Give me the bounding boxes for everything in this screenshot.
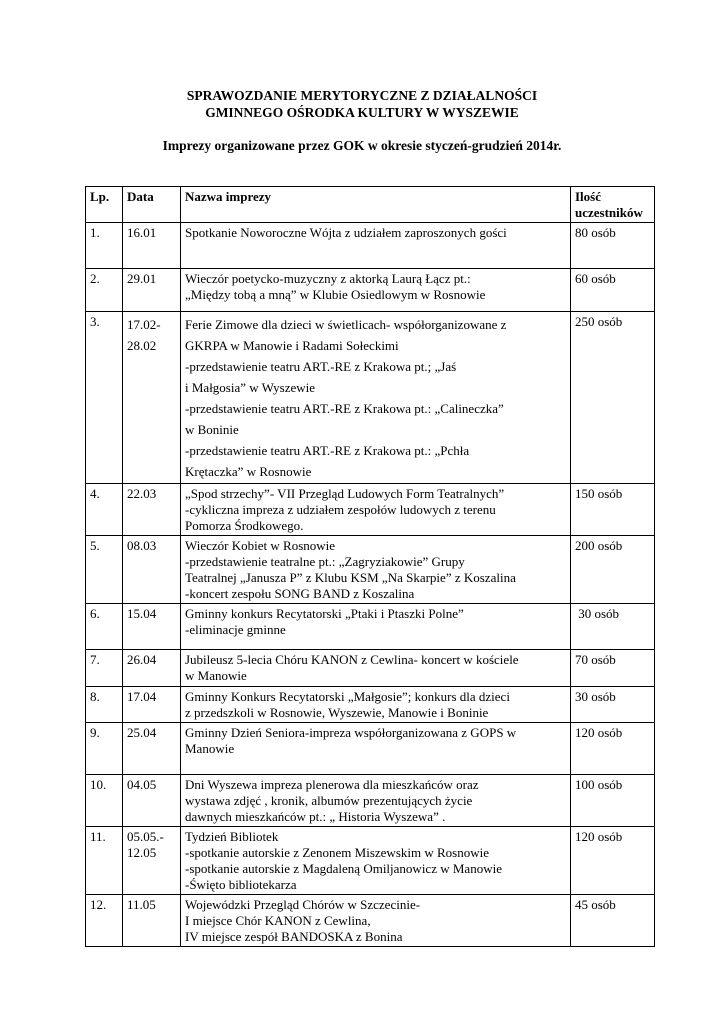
cell-event-line: Gminny konkurs Recytatorski „Ptaki i Ptaszki Polne” (185, 606, 464, 621)
cell-event-line: -cykliczna impreza z udziałem zespołów ludowych z terenu (185, 502, 496, 517)
cell-event-line: „Między tobą a mną” w Klubie Osiedlowym w Rosnowie (185, 287, 486, 302)
cell-event-name (181, 775, 571, 827)
cell-event-line: -przedstawienie teatru ART.-RE z Krakowa pt.: „Calineczka” (185, 401, 504, 416)
cell-date (123, 223, 181, 269)
table-row (86, 484, 655, 536)
header-participants-line-2: uczestników (575, 205, 643, 220)
cell-date-line: 25.04 (127, 725, 157, 740)
cell-lp: 2. (86, 269, 123, 312)
table-row (86, 312, 655, 484)
cell-participants: 100 osób (571, 775, 655, 827)
cell-participants: 200 osób (571, 536, 655, 604)
report-title-line-2: GMINNEGO OŚRODKA KULTURY W WYSZEWIE (205, 105, 519, 120)
table-row (86, 269, 655, 312)
cell-event-line: Gminny Konkurs Recytatorski „Małgosie”; konkurs dla dzieci (185, 689, 510, 704)
table-row (86, 775, 655, 827)
cell-participants: 120 osób (571, 827, 655, 895)
cell-event-line: -eliminacje gminne (185, 622, 286, 637)
cell-date (123, 312, 181, 484)
cell-lp: 4. (86, 484, 123, 536)
cell-event-name (181, 650, 571, 687)
cell-event-line: -przedstawienie teatru ART.-RE z Krakowa pt.: „Pchła (185, 443, 470, 458)
cell-participants: 120 osób (571, 723, 655, 775)
cell-participants: 80 osób (571, 223, 655, 269)
cell-lp: 1. (86, 223, 123, 269)
cell-event-line: I miejsce Chór KANON z Cewlina, (185, 913, 371, 928)
cell-event-line: -spotkanie autorskie z Magdaleną Omiljanowicz w Manowie (185, 861, 502, 876)
cell-participants: 30 osób (571, 604, 655, 650)
cell-event-line: Ferie Zimowe dla dzieci w świetlicach- współorganizowane z (185, 317, 507, 332)
cell-date-line: 29.01 (127, 271, 157, 286)
cell-event-name (181, 223, 571, 269)
table-row (86, 536, 655, 604)
header-event-name: Nazwa imprezy (181, 187, 571, 223)
cell-event-line: Dni Wyszewa impreza plenerowa dla mieszkańców oraz (185, 777, 479, 792)
cell-lp: 5. (86, 536, 123, 604)
table-row (86, 895, 655, 947)
header-participants-line-1: Ilość (575, 189, 601, 204)
cell-lp: 8. (86, 687, 123, 723)
cell-lp: 11. (86, 827, 123, 895)
cell-event-line: IV miejsce zespół BANDOSKA z Bonina (185, 929, 403, 944)
report-title-line-1: SPRAWOZDANIE MERYTORYCZNE Z DZIAŁALNOŚCI (186, 88, 538, 103)
cell-lp: 10. (86, 775, 123, 827)
cell-participants: 30 osób (571, 687, 655, 723)
cell-event-name (181, 484, 571, 536)
cell-event-name (181, 687, 571, 723)
cell-lp: 7. (86, 650, 123, 687)
cell-event-line: „Spod strzechy”- VII Przegląd Ludowych Form Teatralnych” (185, 486, 505, 501)
cell-date (123, 723, 181, 775)
cell-date-line: 04.05 (127, 777, 157, 792)
cell-event-name (181, 269, 571, 312)
cell-event-line: -Święto bibliotekarza (185, 877, 297, 892)
cell-event-line: Tydzień Bibliotek (185, 829, 279, 844)
cell-event-line: -koncert zespołu SONG BAND z Koszalina (185, 586, 415, 601)
cell-date (123, 827, 181, 895)
cell-date (123, 895, 181, 947)
cell-date-line: 11.05 (127, 897, 156, 912)
cell-date (123, 536, 181, 604)
cell-date (123, 269, 181, 312)
cell-event-line: wystawa zdjęć , kronik, albumów prezentujących życie (185, 793, 473, 808)
cell-event-line: GKRPA w Manowie i Radami Sołeckimi (185, 338, 399, 353)
cell-date-line: 16.01 (127, 225, 157, 240)
cell-event-line: w Boninie (185, 422, 239, 437)
cell-event-line: Spotkanie Noworoczne Wójta z udziałem zaproszonych gości (185, 225, 507, 240)
cell-lp: 9. (86, 723, 123, 775)
cell-event-line: -przedstawienie teatru ART.-RE z Krakowa pt.; „Jaś (185, 359, 457, 374)
cell-event-line: i Małgosia” w Wyszewie (185, 380, 316, 395)
cell-participants: 60 osób (571, 269, 655, 312)
cell-date-line: 05.05.- (127, 829, 164, 844)
cell-date-line: 08.03 (127, 538, 157, 553)
table-header-row (86, 187, 655, 223)
table-row (86, 827, 655, 895)
cell-date-line: 17.04 (127, 689, 157, 704)
cell-participants: 250 osób (571, 312, 655, 484)
cell-event-line: z przedszkoli w Rosnowie, Wyszewie, Manowie i Boninie (185, 705, 489, 720)
cell-date (123, 687, 181, 723)
cell-date (123, 775, 181, 827)
cell-date-line: 17.02- (127, 317, 161, 332)
cell-event-name (181, 604, 571, 650)
cell-lp: 12. (86, 895, 123, 947)
cell-event-line: Wojewódzki Przegląd Chórów w Szczecinie- (185, 897, 421, 912)
cell-event-name (181, 895, 571, 947)
cell-event-name (181, 827, 571, 895)
table-row (86, 223, 655, 269)
cell-event-line: Manowie (185, 741, 235, 756)
table-row (86, 650, 655, 687)
cell-event-line: Gminny Dzień Seniora-impreza współorganizowana z GOPS w (185, 725, 517, 740)
header-participants (571, 187, 655, 223)
header-date: Data (123, 187, 181, 223)
cell-event-line: Wieczór poetycko-muzyczny z aktorką Laurą Łącz pt.: (185, 271, 471, 286)
cell-event-line: Jubileusz 5-lecia Chóru KANON z Cewlina- koncert w kościele (185, 652, 519, 667)
cell-lp: 6. (86, 604, 123, 650)
cell-participants: 150 osób (571, 484, 655, 536)
cell-date-line: 15.04 (127, 606, 157, 621)
cell-date (123, 604, 181, 650)
cell-event-line: -spotkanie autorskie z Zenonem Miszewskim w Rosnowie (185, 845, 489, 860)
header-lp: Lp. (86, 187, 123, 223)
cell-date (123, 650, 181, 687)
cell-event-name (181, 723, 571, 775)
cell-event-name (181, 536, 571, 604)
cell-date-line: 28.02 (127, 338, 157, 353)
cell-event-line: dawnych mieszkańców pt.: „ Historia Wyszewa” . (185, 809, 446, 824)
cell-event-line: Teatralnej „Janusza P” z Klubu KSM „Na Skarpie” z Koszalina (185, 570, 516, 585)
cell-participants: 70 osób (571, 650, 655, 687)
cell-event-line: Wieczór Kobiet w Rosnowie (185, 538, 336, 553)
cell-participants: 45 osób (571, 895, 655, 947)
cell-date (123, 484, 181, 536)
cell-event-line: w Manowie (185, 668, 247, 683)
report-subtitle: Imprezy organizowane przez GOK w okresie styczeń-grudzień 2014r. (162, 138, 562, 153)
cell-date-line: 12.05 (127, 845, 157, 860)
cell-event-line: Pomorza Środkowego. (185, 518, 304, 533)
table-row (86, 723, 655, 775)
cell-date-line: 22.03 (127, 486, 157, 501)
cell-event-name (181, 312, 571, 484)
cell-date-line: 26.04 (127, 652, 157, 667)
table-row (86, 604, 655, 650)
table-row (86, 687, 655, 723)
cell-event-line: Krętaczka” w Rosnowie (185, 464, 312, 479)
cell-event-line: -przedstawienie teatralne pt.: „Zagryziakowie” Grupy (185, 554, 465, 569)
cell-lp: 3. (86, 312, 123, 484)
events-table (85, 186, 655, 947)
